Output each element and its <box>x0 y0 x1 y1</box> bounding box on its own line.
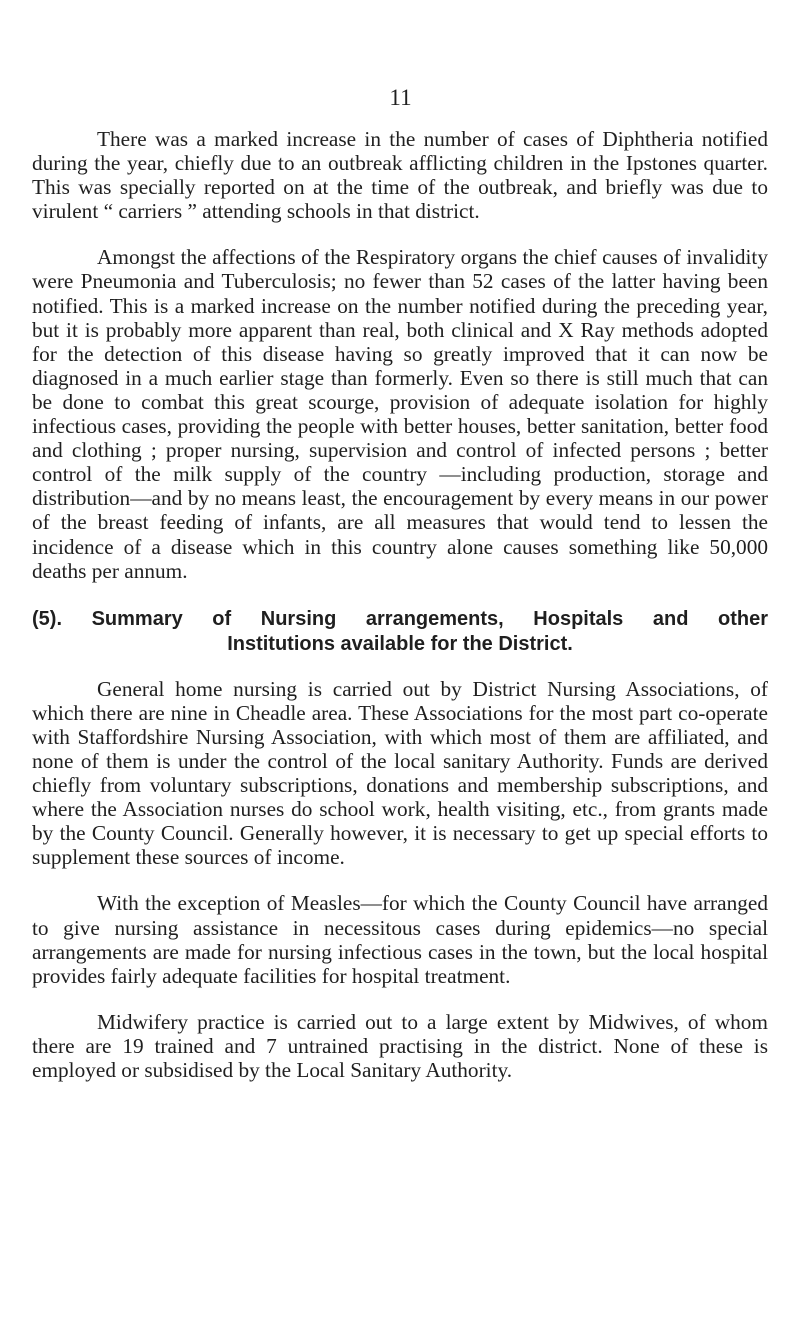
section-heading <box>32 607 768 657</box>
paragraph-diphtheria: There was a marked increase in the number of cases of Diphtheria notified during the year, chiefly due to an outbreak afflicting children in the Ipstones quarter. This was specially reported on at the time of the outbreak, and briefly was due to virulent “ carriers ” attending schools in that district. <box>32 127 768 224</box>
page-number: 11 <box>389 85 412 110</box>
section-heading-line1: (5). Summary of Nursing arrangements, Hospitals and other <box>32 607 768 630</box>
paragraph-midwifery: Midwifery practice is carried out to a large extent by Midwives, of whom there are 19 trained and 7 untrained practising in the district. None of these is employed or subsidised by the Local Sanitary Authority. <box>32 1009 768 1082</box>
paragraph-home-nursing: General home nursing is carried out by District Nursing Associations, of which there are nine in Cheadle area. These Associations for the most part co-operate with Staffordshire Nursing Association, with which most of them are affiliated, and none of them is under the control of the local sanitary Authority. Funds are derived chiefly from voluntary subscriptions, donations and membership subscriptions, and where the Association nurses do school work, health visiting, etc., from grants made by the County Council. Generally however, it is necessary to get up special efforts to supplement these sources of income. <box>32 676 768 870</box>
section-heading-line2: Institutions available for the District. <box>227 632 573 655</box>
paragraph-respiratory: Amongst the affections of the Respiratory organs the chief causes of invalidity were Pneumonia and Tuberculosis; no fewer than 52 cases of the latter having been notified. This is a marked increase on the number notified during the preceding year, but it is probably more apparent than real, both clinical and X Ray methods adopted for the detection of this disease having so greatly improved that it can now be diagnosed in a much earlier stage than formerly. Even so there is still much that can be done to combat this great scourge, provision of adequate isolation for highly infectious cases, providing the people with better houses, better sanitation, better food and clothing ; proper nursing, supervision and control of infected persons ; better control of the milk supply of the country —including production, storage and distribution—and by no means least, the encouragement by every means in our power of the breast feeding of infants, are all measures that would tend to lessen the incidence of a disease which in this country alone causes something like 50,000 deaths per annum. <box>32 245 768 583</box>
page-body <box>32 84 768 1082</box>
paragraph-measles: With the exception of Measles—for which the County Council have arranged to give nursing assistance in necessitous cases during epidemics—no special arrangements are made for nursing infectious cases in the town, but the local hospital provides fairly adequate facilities for hospital treatment. <box>32 891 768 988</box>
